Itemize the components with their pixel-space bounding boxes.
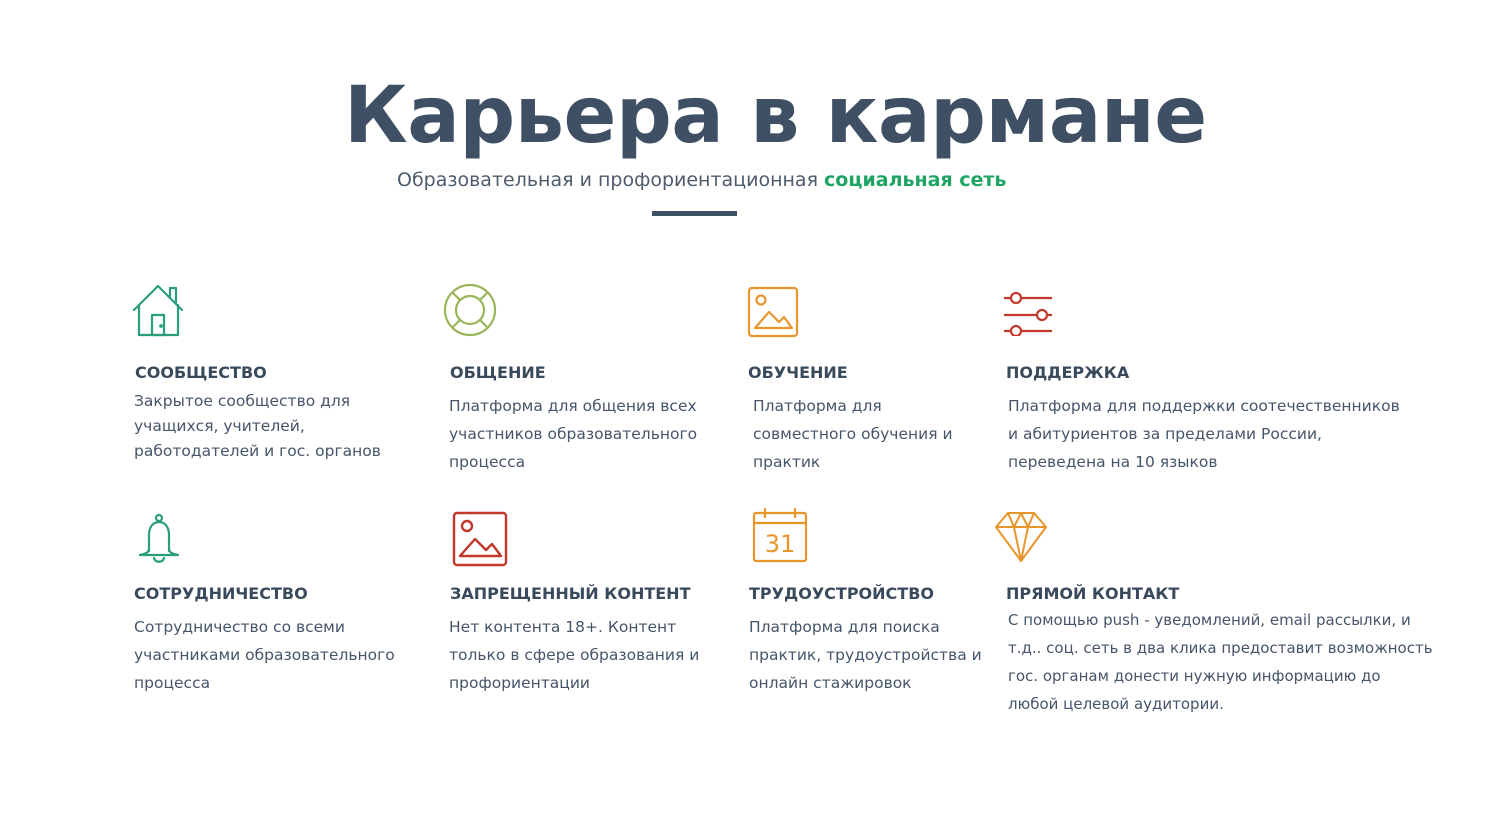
description-line: С помощью push - уведомлений, email рассылки, и	[1008, 611, 1411, 629]
description-line: учащихся, учителей,	[134, 417, 305, 435]
description-line: Платформа для общения всех	[449, 397, 697, 415]
subtitle-text: Образовательная и профориентационная	[397, 169, 825, 191]
description-line: онлайн стажировок	[749, 674, 912, 692]
feature-title: ЗАПРЕЩЕННЫЙ КОНТЕНТ	[450, 584, 691, 603]
description-line: переведена на 10 языков	[1008, 453, 1218, 471]
description-line: т.д.. соц. сеть в два клика предоставит возможность	[1008, 639, 1433, 657]
description-line: практик	[753, 453, 821, 471]
feature-description	[134, 613, 395, 697]
feature-title: ПРЯМОЙ КОНТАКТ	[1006, 584, 1180, 603]
bell-icon	[135, 513, 183, 565]
feature-description	[749, 613, 982, 697]
feature-description	[449, 392, 697, 476]
feature-description	[753, 392, 953, 476]
subtitle-accent: социальная сеть	[824, 169, 1007, 191]
description-line: только в сфере образования и	[449, 646, 700, 664]
sliders-icon	[1002, 290, 1054, 336]
house-icon	[131, 282, 187, 338]
feature-title: ТРУДОУСТРОЙСТВО	[749, 584, 934, 603]
picture-icon	[747, 286, 799, 338]
description-line: и абитуриентов за пределами России,	[1008, 425, 1322, 443]
description-line: профориентации	[449, 674, 590, 692]
picture-icon	[452, 511, 508, 567]
description-line: гос. органам донести нужную информацию до	[1008, 667, 1381, 685]
feature-description	[134, 389, 381, 464]
title-divider	[652, 211, 737, 216]
description-line: Нет контента 18+. Контент	[449, 618, 677, 636]
feature-title: ПОДДЕРЖКА	[1006, 363, 1130, 382]
page-title: Карьера в кармане	[344, 71, 1207, 161]
description-line: Платформа для	[753, 397, 882, 415]
description-line: процесса	[449, 453, 526, 471]
feature-description	[1008, 392, 1400, 476]
feature-title: ОБЩЕНИЕ	[450, 363, 546, 382]
feature-description	[1008, 606, 1433, 718]
description-line: процесса	[134, 674, 211, 692]
feature-description	[449, 613, 699, 697]
description-line: Платформа для поиска	[749, 618, 940, 636]
feature-title: ОБУЧЕНИЕ	[748, 363, 848, 382]
description-line: совместного обучения и	[753, 425, 953, 443]
description-line: любой целевой аудитории.	[1008, 695, 1224, 713]
description-line: Сотрудничество со всеми	[134, 618, 345, 636]
description-line: работодателей и гос. органов	[134, 442, 381, 460]
feature-title: СОТРУДНИЧЕСТВО	[134, 584, 308, 603]
description-line: практик, трудоустройства и	[749, 646, 982, 664]
description-line: Платформа для поддержки соотечественников	[1008, 397, 1400, 415]
feature-title: СООБЩЕСТВО	[135, 363, 267, 382]
calendar-day: 31	[764, 530, 796, 558]
calendar-icon	[752, 507, 808, 563]
diamond-icon	[994, 511, 1048, 563]
description-line: Закрытое сообщество для	[134, 392, 351, 410]
description-line: участниками образовательного	[134, 646, 395, 664]
lifebuoy-icon	[442, 282, 498, 338]
description-line: участников образовательного	[449, 425, 698, 443]
page-subtitle	[397, 168, 1006, 192]
